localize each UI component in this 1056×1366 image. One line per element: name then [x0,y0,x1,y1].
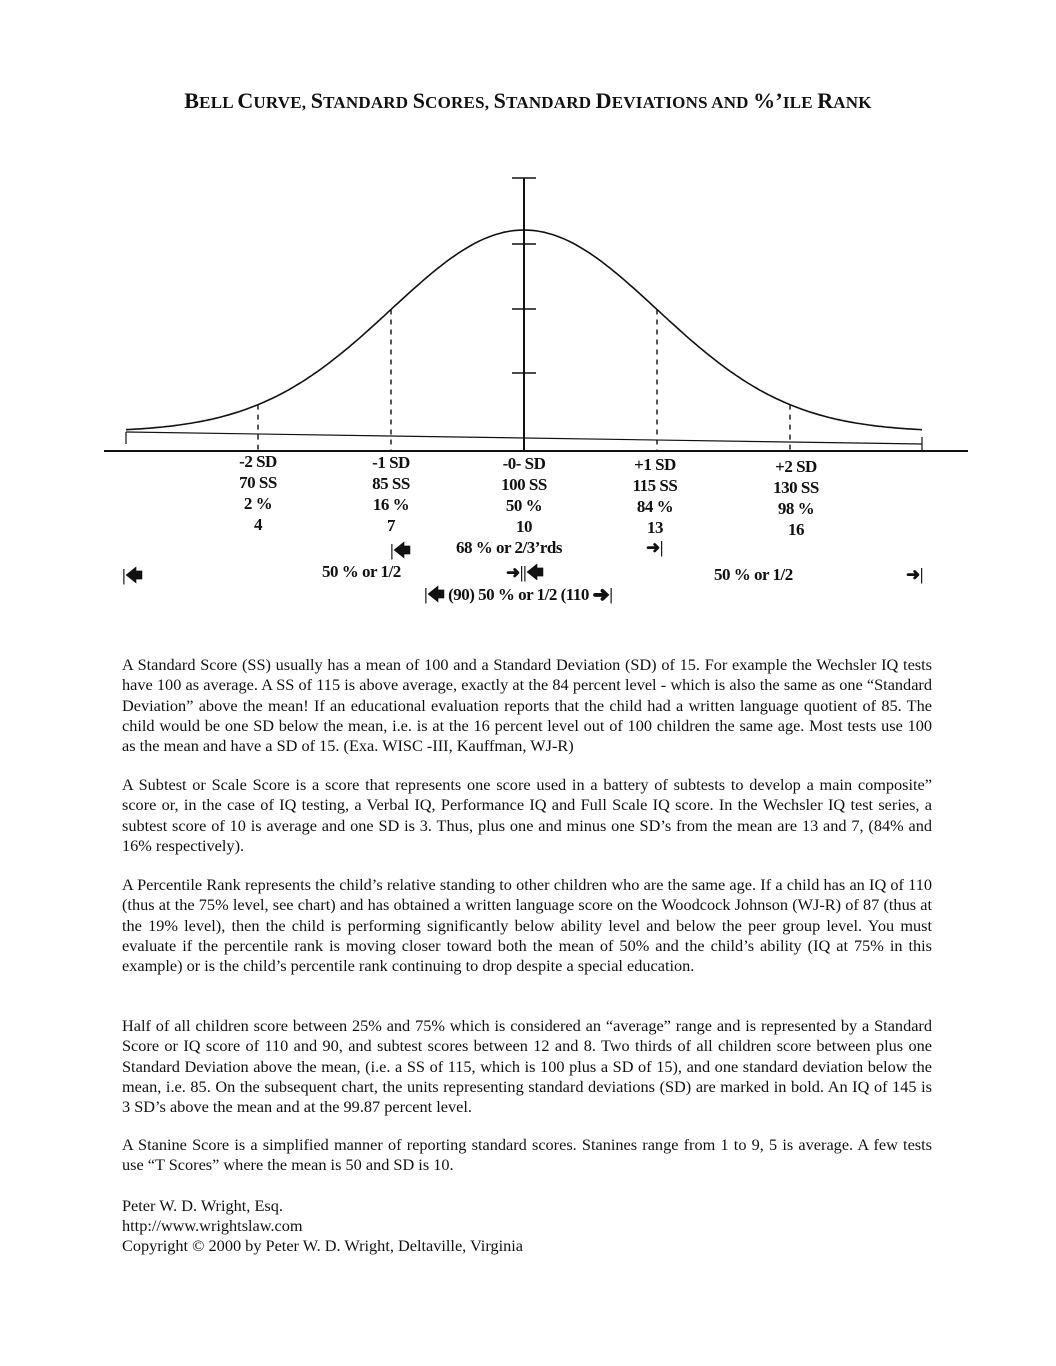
paragraph-percentile-rank: A Percentile Rank represents the child’s relative standing to other children who are the same age. If a child has an IQ of 110 (thus at the 75% level, see chart) and has obtained a written language score on the Woodcock Johnson (WJ-R) of 87 (thus at the 19% level), then the child is performing significantly below ability level and below the peer group level. You must evaluate if the percentile rank is moving closer toward both the mean of 50% and the child’s ability (IQ at 75% in this example) or is the child’s percentile rank continuing to drop despite a special education. [122,875,932,976]
average-range-row [424,582,612,611]
page-title [0,88,1056,114]
title-part: S [493,88,507,113]
signature-url[interactable]: http://www.wrightslaw.com [122,1216,303,1235]
marker-sd-label: -0- SD [502,454,546,473]
marker-scale-label: 4 [254,515,262,534]
arrow-right-icon: ➜| [646,538,663,557]
range-right-half-label: 50 % or 1/2 [714,565,793,584]
title-part: TANDARD [323,93,413,112]
arrow-left-far-icon: |🡄 [122,566,143,585]
title-part: TANDARD [506,93,596,112]
title-part: CORES, [425,93,494,112]
arrow-left-icon: |🡄 [424,585,449,604]
marker-scale-label: 13 [647,518,663,537]
signature-copyright: Copyright © 2000 by Peter W. D. Wright, Deltaville, Virginia [122,1236,524,1255]
marker-pct-label: 84 % [636,497,674,516]
paragraph-subtest-score: A Subtest or Scale Score is a score that represents one score used in a battery of subtests to develop a main composite” score or, in the case of IQ testing, a Verbal IQ, Performance IQ and Full Scale IQ score. In the Wechsler IQ test series, a subtest score of 10 is average and one SD is 3. Thus, plus one and minus one SD’s from the mean are 13 and 7, (84% and 16% respectively). [122,775,932,855]
marker-pct-label: 50 % [505,496,543,515]
title-part: D [595,88,612,113]
marker-scale-label: 7 [387,516,395,535]
range-middle-text: 68 % or 2/3’rds [456,538,562,557]
signature-name: Peter W. D. Wright, Esq. [122,1196,283,1215]
center-arrows-icon: ➜||🡄 [506,563,544,582]
title-part: EVIATIONS AND [611,93,754,112]
marker-scale-label: 10 [516,517,532,536]
arrow-right-far-icon: ➜| [906,565,923,584]
paragraph-stanine: A Stanine Score is a simplified manner of reporting standard scores. Stanines range from 1 to 9, 5 is average. A few tests use “T Scores” where the mean is 50 and SD is 10. [122,1135,932,1175]
title-part: %’ [753,88,783,113]
marker-ss-label: 100 SS [501,475,547,494]
title-part: C [237,88,254,113]
marker-pct-label: 98 % [777,499,815,518]
range-left-half-label: 50 % or 1/2 [322,562,401,581]
title-part: S [412,88,426,113]
marker-sd-label: +2 SD [775,457,817,476]
paragraph-standard-score: A Standard Score (SS) usually has a mean of 100 and a Standard Deviation (SD) of 15. For example the Wechsler IQ tests have 100 as average. A SS of 115 is above average, exactly at the 84 percent level - which is also the same as one “Standard Deviation” above the mean! If an educational evaluation reports that the child had a written language quotient of 85. The child would be one SD below the mean, i.e. is at the 16 percent level out of 100 children the same age. Most tests use 100 as the mean and have a SD of 15. (Exa. WISC -III, Kauffman, WJ-R) [122,655,932,756]
marker-pct-label: 16 % [372,495,410,514]
title-part: ANK [833,93,872,112]
title-part: ILE [782,93,818,112]
paragraph-average-range: Half of all children score between 25% and 75% which is considered an “average” range and is represented by a Standard Score or IQ score of 110 and 90, and subtest scores between 12 and 8. Two thirds of all children score between plus one Standard Deviation above the mean, (i.e. a SS of 115, which is 100 plus a SD of 15), and one standard deviation below the mean, i.e. 85. On the subsequent chart, the units representing standard deviations (SD) are marked in bold. An IQ of 145 is 3 SD’s above the mean and at the 99.87 percent level. [122,1016,932,1117]
marker-sd-label: +1 SD [634,455,676,474]
range-middle-label: |🡄 [390,541,411,560]
title-part: B [184,88,200,113]
title-part: ELL [199,93,238,112]
title-part: R [817,88,834,113]
average-range-label: (90) 50 % or 1/2 (110 [448,585,589,604]
title-part: URVE, [253,93,311,112]
marker-scale-label: 16 [788,520,804,539]
marker-sd-label: -2 SD [239,452,277,471]
marker-ss-label: 70 SS [239,473,277,492]
marker-ss-label: 130 SS [773,478,819,497]
marker-pct-label: 2 % [243,494,273,513]
bell-curve-chart [0,160,1056,460]
marker-sd-label: -1 SD [372,453,410,472]
marker-ss-label: 85 SS [372,474,410,493]
marker-ss-label: 115 SS [632,476,678,495]
arrow-right-icon: ➜| [588,585,613,604]
title-part: S [310,88,324,113]
